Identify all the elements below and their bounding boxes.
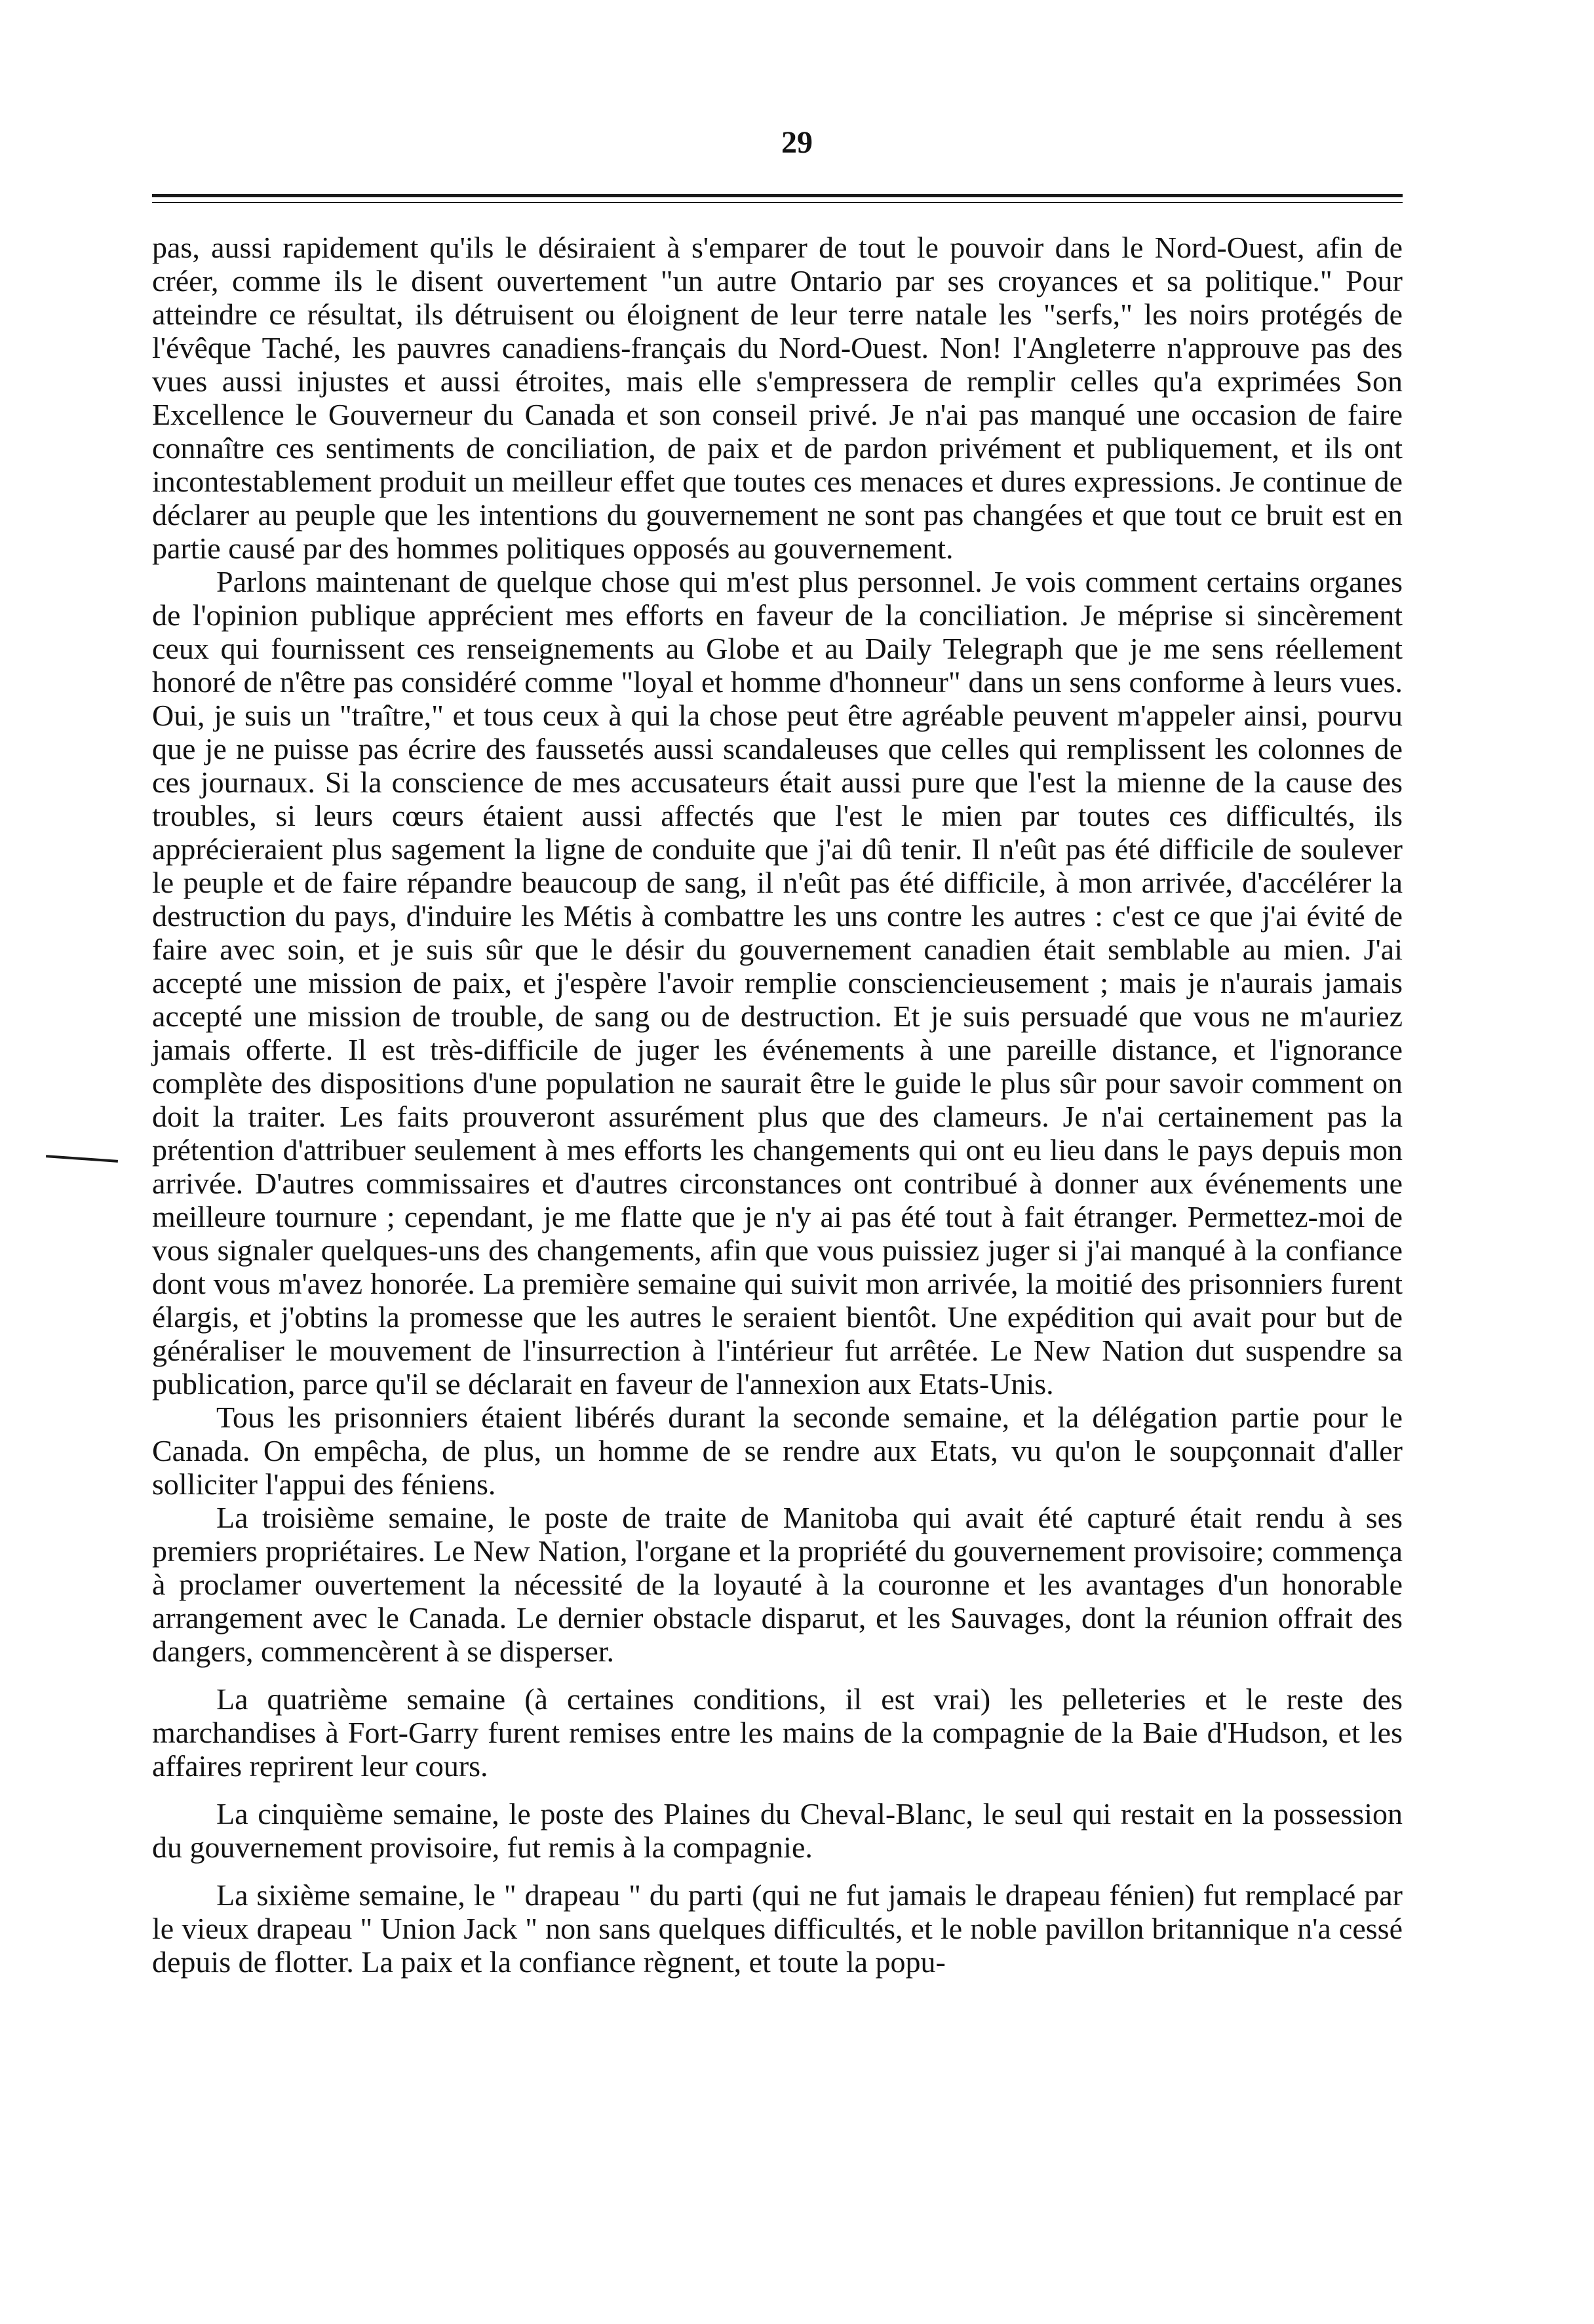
paragraph-3: Tous les prisonniers étaient libérés durant la seconde semaine, et la délégation partie pour le Canada. On empêcha, de plus, un homme de se rendre aux Etats, vu qu'on le soupçonnait d'aller solliciter l'appui des féniens. bbox=[152, 1401, 1403, 1501]
paragraph-5: La quatrième semaine (à certaines conditions, il est vrai) les pelleteries et le reste des marchandises à Fort-Garry furent remises entre les mains de la compagnie de la Baie d'Hudson, et les affaires reprirent leur cours. bbox=[152, 1682, 1403, 1783]
header-rule-thin bbox=[152, 202, 1403, 203]
margin-mark bbox=[46, 1155, 118, 1163]
header-rule-thick bbox=[152, 194, 1403, 197]
paragraph-4: La troisième semaine, le poste de traite de Manitoba qui avait été capturé était rendu à ses premiers propriétaires. Le New Nation, l'organe et la propriété du gouvernement provisoire; commença à proclamer ouvertement la nécessité de la loyauté à la couronne et les avantages d'un honorable arrangement avec le Canada. Le dernier obstacle disparut, et les Sauvages, dont la réunion offrait des dangers, commencèrent à se disperser. bbox=[152, 1501, 1403, 1668]
body-text bbox=[152, 231, 1403, 1979]
paragraph-1: pas, aussi rapidement qu'ils le désiraient à s'emparer de tout le pouvoir dans le Nord-Ouest, afin de créer, comme ils le disent ouvertement "un autre Ontario par ses croyances et sa politique." Pour atteindre ce résultat, ils détruisent ou éloignent de leur terre natale les "serfs," les noirs protégés de l'évêque Taché, les pauvres canadiens-français du Nord-Ouest. Non! l'Angleterre n'approuve pas des vues aussi injustes et aussi étroites, mais elle s'empressera de remplir celles qu'a exprimées Son Excellence le Gouverneur du Canada et son conseil privé. Je n'ai pas manqué une occasion de faire connaître ces sentiments de conciliation, de paix et de pardon privément et publiquement, et ils ont incontestablement produit un meilleur effet que toutes ces menaces et dures expressions. Je continue de déclarer au peuple que les intentions du gouvernement ne sont pas changées et que tout ce bruit est en partie causé par des hommes politiques opposés au gouvernement. bbox=[152, 231, 1403, 565]
paragraph-2: Parlons maintenant de quelque chose qui m'est plus personnel. Je vois comment certains organes de l'opinion publique apprécient mes efforts en faveur de la conciliation. Je méprise si sincèrement ceux qui fournissent ces renseignements au Globe et au Daily Telegraph que je me sens réellement honoré de n'être pas considéré comme "loyal et homme d'honneur" dans un sens conforme à leurs vues. Oui, je suis un "traître," et tous ceux à qui la chose peut être agréable peuvent m'appeler ainsi, pourvu que je ne puisse pas écrire des faussetés aussi scandaleuses que celles qui remplissent les colonnes de ces journaux. Si la conscience de mes accusateurs était aussi pure que l'est la mienne de la cause des troubles, si leurs cœurs étaient aussi affectés que l'est le mien par toutes ces difficultés, ils apprécieraient plus sagement la ligne de conduite que j'ai dû tenir. Il n'eût pas été difficile de soulever le peuple et de faire répandre beaucoup de sang, il n'eût pas été difficile, à mon arrivée, d'accélérer la destruction du pays, d'induire les Métis à combattre les uns contre les autres : c'est ce que j'ai évité de faire avec soin, et je suis sûr que le désir du gouvernement canadien était semblable au mien. J'ai accepté une mission de paix, et j'espère l'avoir remplie consciencieusement ; mais je n'aurais jamais accepté une mission de trouble, de sang ou de destruction. Et je suis persuadé que vous ne m'auriez jamais offerte. Il est très-difficile de juger les événements à une pareille distance, et l'ignorance complète des dispositions d'une population ne saurait être le guide le plus sûr pour savoir comment on doit la traiter. Les faits prouveront assurément plus que des clameurs. Je n'ai certainement pas la prétention d'attribuer seulement à mes efforts les changements qui ont eu lieu dans le pays depuis mon arrivée. D'autres commissaires et d'autres circonstances ont contribué à donner aux événements une meilleure tournure ; cependant, je me flatte que je n'y ai pas été tout à fait étranger. Permettez-moi de vous signaler quelques-uns des changements, afin que vous puissiez juger si j'ai manqué à la confiance dont vous m'avez honorée. La première semaine qui suivit mon arrivée, la moitié des prisonniers furent élargis, et j'obtins la promesse que les autres le seraient bientôt. Une expédition qui avait pour but de généraliser le mouvement de l'insurrection à l'intérieur fut arrêtée. Le New Nation dut suspendre sa publication, parce qu'il se déclarait en faveur de l'annexion aux Etats-Unis. bbox=[152, 565, 1403, 1401]
paragraph-6: La cinquième semaine, le poste des Plaines du Cheval-Blanc, le seul qui restait en la possession du gouvernement provisoire, fut remis à la compagnie. bbox=[152, 1797, 1403, 1864]
paragraph-7: La sixième semaine, le " drapeau " du parti (qui ne fut jamais le drapeau fénien) fut remplacé par le vieux drapeau " Union Jack " non sans quelques difficultés, et le noble pavillon britannique n'a cessé depuis de flotter. La paix et la confiance règnent, et toute la popu- bbox=[152, 1878, 1403, 1979]
page-number: 29 bbox=[781, 125, 813, 160]
